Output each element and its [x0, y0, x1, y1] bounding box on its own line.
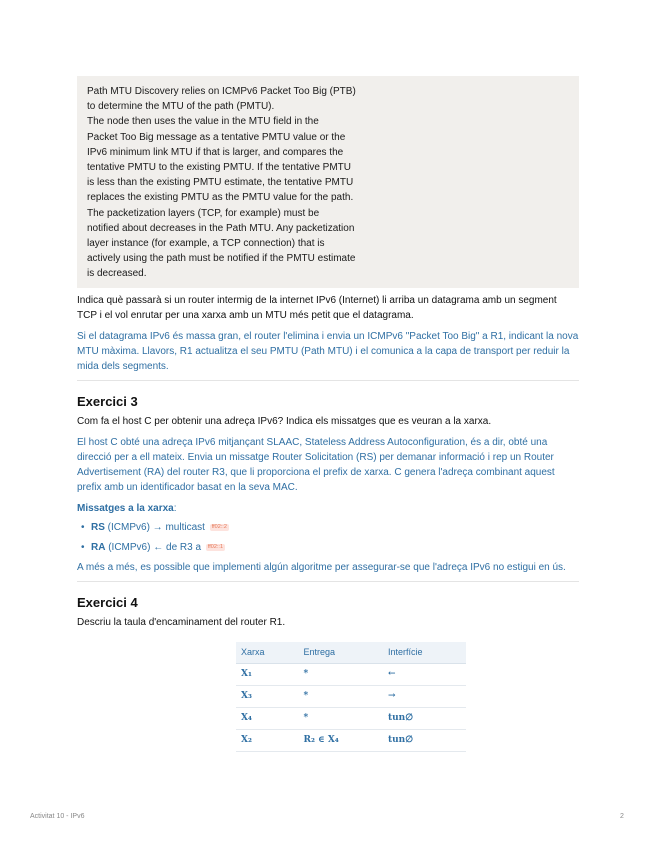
- column-header: Xarxa: [236, 642, 299, 664]
- bullet-icon: •: [81, 521, 85, 533]
- exercise-3-title: Exercici 3: [77, 393, 138, 409]
- page-content: [77, 76, 579, 752]
- exercise-3-note: A més a més, es possible que implementi algún algoritme per assegurar-se que l'adreça IPv6 no estigui en ús.: [77, 561, 566, 573]
- mtu-answer: Si el datagrama IPv6 és massa gran, el router l'elimina i envia un ICMPv6 "Packet Too Big" a R1, indicant la nova MTU màxima. Llavors, R1 actualitza el seu PMTU (Path MTU) i el comunica a la capa de transport per reduir la mida dels segments.: [77, 330, 579, 372]
- table-row: X₃ * →: [236, 685, 466, 707]
- routing-table: [236, 642, 466, 752]
- column-header: Interfície: [383, 642, 466, 664]
- footer-page-number: 2: [620, 813, 624, 820]
- exercise-4-question: Descriu la taula d'encaminament del router R1.: [77, 616, 286, 628]
- list-item: • RA (ICMPv6) ← de R3 a ff02::1: [81, 541, 224, 553]
- exercise-3-question: Com fa el host C per obtenir una adreça IPv6? Indica els missatges que es veuran a la xarxa.: [77, 415, 492, 427]
- divider: [77, 581, 579, 582]
- divider: [77, 380, 579, 381]
- table-row: X₂ R₂ ∈ X₄ tun∅: [236, 729, 466, 751]
- table-header-row: [236, 642, 466, 664]
- table-row: X₁ * ←: [236, 663, 466, 685]
- multicast-address-tag: ff02::2: [211, 523, 227, 530]
- column-header: Entrega: [299, 642, 383, 664]
- messages-label: Missatges a la xarxa:: [77, 502, 177, 514]
- exercise-4-title: Exercici 4: [77, 594, 138, 610]
- bullet-icon: •: [81, 541, 85, 553]
- footer-document-title: Activitat 10 - IPv6: [30, 813, 85, 820]
- messages-list: [77, 520, 579, 555]
- list-item: • RS (ICMPv6) → multicast ff02::2: [81, 521, 227, 533]
- multicast-address-tag: ff02::1: [207, 543, 224, 550]
- rfc-quote-block: Path MTU Discovery relies on ICMPv6 Packet Too Big (PTB) to determine the MTU of the path (PMTU). The node then uses the value in the MTU field in the Packet Too Big message as a tentative PMTU value or the IPv6 minimum link MTU if that is larger, and compares the tentative PMTU to the existing PMTU. If the tentative PMTU is less than the existing PMTU estimate, the tentative PMTU replaces the existing PMTU as the PMTU value for the path. The packetization layers (TCP, for example) must be notified about decreases in the Path MTU. Any packetization layer instance (for example, a TCP connection) that is actively using the path must be notified if the PMTU estimate is decreased.: [77, 76, 579, 288]
- exercise-3-answer: El host C obté una adreça IPv6 mitjançant SLAAC, Stateless Address Autoconfiguration, és a dir, obté una direcció per a ell mateix. Envia un missatge Router Solicitation (RS) per demanar informació i rep un Router Advertisement (RA) del router R3, que li proporciona el prefix de xarxa. C genera l'adreça combinant aquest prefix amb un identificador basat en la seva MAC.: [77, 436, 555, 493]
- table-row: X₄ * tun∅: [236, 707, 466, 729]
- mtu-question: Indica què passarà si un router intermig de la internet IPv6 (Internet) li arriba un datagrama amb un segment TCP i el vol enrutar per una xarxa amb un MTU més petit que el datagrama.: [77, 294, 557, 321]
